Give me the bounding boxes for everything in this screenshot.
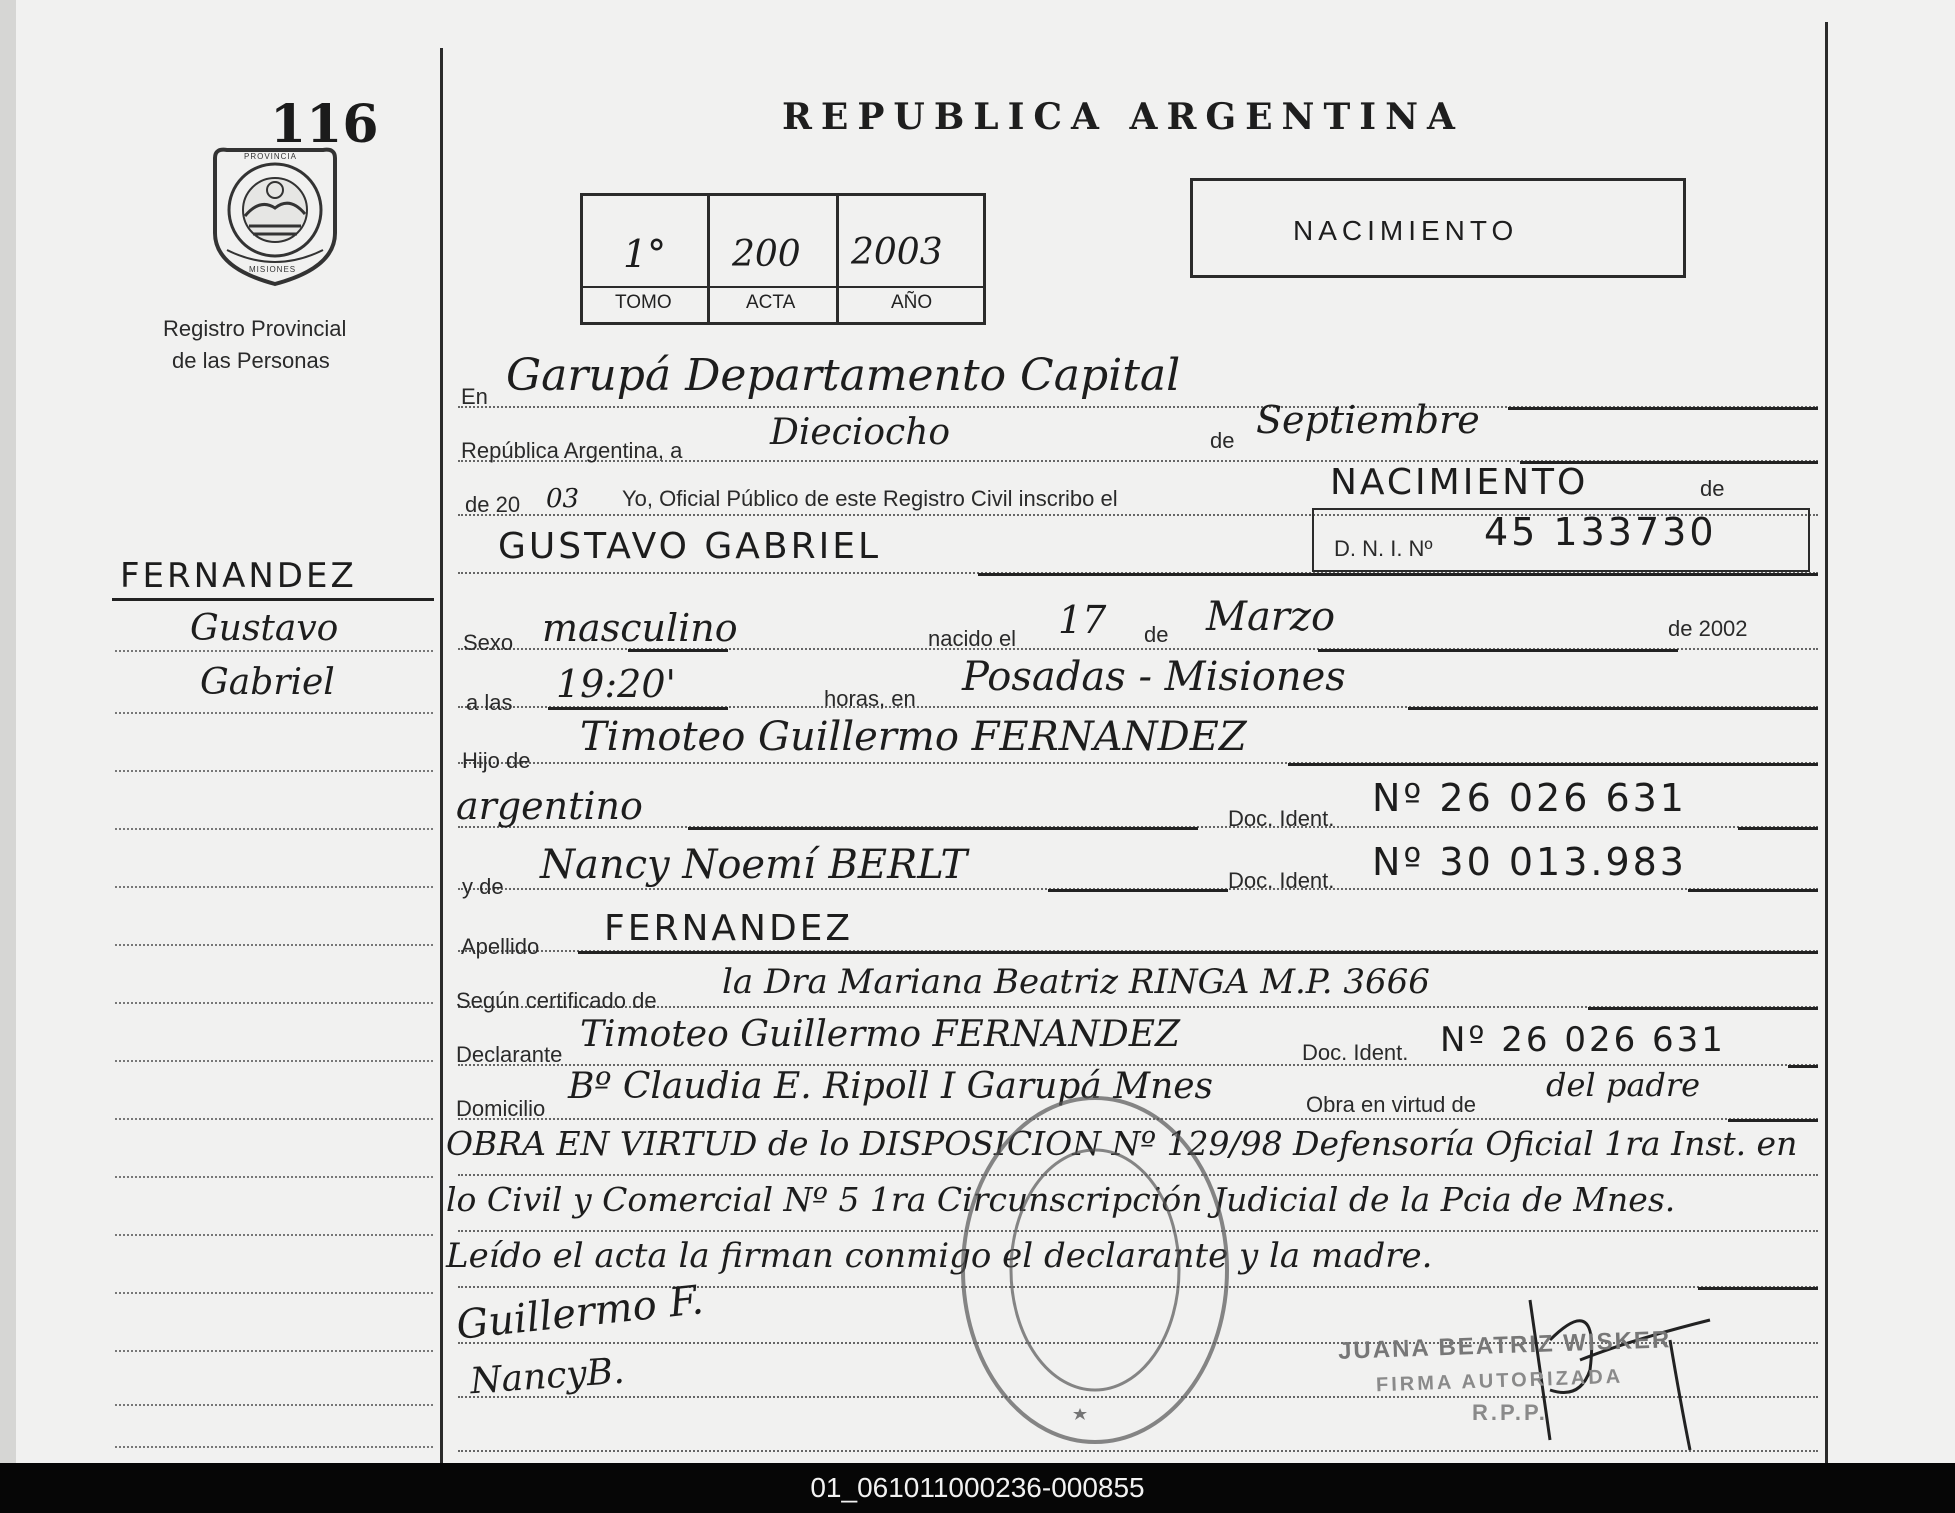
dni-label: D. N. I. Nº (1334, 536, 1433, 561)
margin-line (115, 712, 433, 714)
note-line-3: Leído el acta la firman conmigo el declarante y la madre. (446, 1236, 1433, 1276)
child-name-value: GUSTAVO GABRIEL (498, 526, 882, 567)
tomo-cell (583, 196, 710, 322)
stamp-name: JUANA BEATRIZ WISKER (1337, 1326, 1672, 1365)
acta-cell (710, 196, 839, 322)
domicilio-label: Domicilio (456, 1096, 546, 1121)
margin-line (115, 1176, 433, 1178)
margin-line (115, 1118, 433, 1120)
obra-value: del padre (1546, 1066, 1701, 1104)
acta-label: ACTA (746, 292, 796, 313)
birth-month-value: Marzo (1206, 594, 1336, 640)
year-prefix-label: de 20 (465, 492, 521, 517)
margin-second-name: Gabriel (200, 662, 335, 703)
father-nationality-value: argentino (456, 784, 643, 828)
margin-line (115, 1446, 433, 1448)
margin-line (115, 1234, 433, 1236)
domicilio-value: Bº Claudia E. Ripoll I Garupá Mnes (568, 1066, 1214, 1107)
yde-label: y de (462, 874, 504, 899)
hijo-label: Hijo de (462, 748, 531, 773)
birth-place-value: Posadas - Misiones (962, 654, 1346, 700)
horas-label: horas, en (824, 686, 916, 711)
mother-doc-value: Nº 30 013.983 (1372, 840, 1687, 884)
registry-line-1: Registro Provincial (163, 316, 347, 341)
right-border (1825, 22, 1828, 1463)
de3-label: de (1144, 622, 1169, 647)
margin-surname-rule (112, 598, 434, 601)
margin-line (115, 1002, 433, 1004)
hour-value: 19:20' (556, 662, 676, 706)
de2-label: de (1700, 476, 1725, 501)
nacido-label: nacido el (928, 626, 1017, 651)
sexo-value: masculino (542, 606, 738, 650)
year-suffix-value: 03 (546, 484, 580, 514)
obra-label: Obra en virtud de (1306, 1092, 1476, 1117)
margin-line (115, 1060, 433, 1062)
de-label: de (1210, 428, 1235, 453)
apellido-label: Apellido (461, 934, 540, 959)
stamp-title: FIRMA AUTORIZADA (1375, 1365, 1624, 1397)
country-title: REPUBLICA ARGENTINA (782, 96, 1464, 138)
margin-line (115, 1404, 433, 1406)
alas-label: a las (466, 690, 513, 715)
father-doc-value: Nº 26 026 631 (1372, 776, 1687, 820)
mother-doc-label: Doc. Ident. (1228, 868, 1335, 893)
margin-surname: FERNANDEZ (120, 556, 357, 596)
ano-cell (839, 196, 983, 322)
republica-label: República Argentina, a (461, 438, 683, 463)
declarante-label: Declarante (456, 1042, 563, 1067)
margin-divider (440, 48, 443, 1463)
tomo-value: 1° (623, 232, 667, 276)
stamp-org: R.P.P. (1472, 1400, 1548, 1425)
ano-label: AÑO (891, 292, 933, 313)
segun-value: la Dra Mariana Beatriz RINGA M.P. 3666 (722, 962, 1430, 1002)
tomo-label: TOMO (615, 292, 672, 313)
sheet-number: 116 (270, 94, 379, 155)
act-value: NACIMIENTO (1330, 462, 1589, 503)
segun-label: Según certificado de (456, 988, 657, 1013)
margin-line (115, 1292, 433, 1294)
en-label: En (461, 384, 488, 409)
record-number-box (580, 193, 986, 325)
signature-mother: NancyB. (468, 1350, 626, 1403)
mother-value: Nancy Noemí BERLT (540, 842, 968, 888)
declarante-doc-label: Doc. Ident. (1302, 1040, 1409, 1065)
apellido-value: FERNANDEZ (604, 908, 854, 949)
sexo-label: Sexo (463, 630, 514, 655)
day-value: Dieciocho (770, 412, 951, 453)
registry-line-2: de las Personas (172, 348, 330, 373)
acta-value: 200 (732, 234, 801, 275)
birth-year-label: de 2002 (1668, 616, 1748, 641)
father-doc-label: Doc. Ident. (1228, 806, 1335, 831)
note-line-2: lo Civil y Comercial Nº 5 1ra Circunscripción Judicial de la Pcia de Mnes. (446, 1180, 1676, 1219)
page-edge (0, 0, 16, 1463)
yo-oficial-label: Yo, Oficial Público de este Registro Civil inscribo el (622, 486, 1118, 511)
round-stamp-icon (955, 1090, 1235, 1450)
act-type-box (1190, 178, 1686, 278)
margin-line (115, 944, 433, 946)
seal-text-top: PROVINCIA (244, 152, 298, 161)
father-value: Timoteo Guillermo FERNANDEZ (580, 714, 1247, 760)
birth-day-value: 17 (1058, 598, 1107, 642)
margin-line (115, 650, 433, 652)
note-line-1: OBRA EN VIRTUD de lo DISPOSICION Nº 129/98 Defensoría Oficial 1ra Inst. en (446, 1124, 1798, 1163)
place-value: Garupá Departamento Capital (506, 350, 1181, 401)
margin-line (115, 770, 433, 772)
record-label-divider (580, 286, 986, 288)
margin-line (115, 1350, 433, 1352)
declarante-value: Timoteo Guillermo FERNANDEZ (580, 1014, 1180, 1055)
ano-value: 2003 (851, 232, 943, 273)
margin-line (115, 886, 433, 888)
margin-line (115, 828, 433, 830)
declarante-doc-value: Nº 26 026 631 (1440, 1020, 1726, 1060)
dni-value: 45 133730 (1484, 510, 1717, 554)
seal-text-bottom: MISIONES (249, 265, 297, 274)
month-value: Septiembre (1256, 398, 1480, 442)
act-type-label: NACIMIENTO (1293, 215, 1519, 246)
margin-first-name: Gustavo (190, 608, 339, 649)
document-id-footer: 01_061011000236-000855 (0, 1463, 1955, 1513)
signature-declarant: Guillermo F. (454, 1277, 706, 1349)
